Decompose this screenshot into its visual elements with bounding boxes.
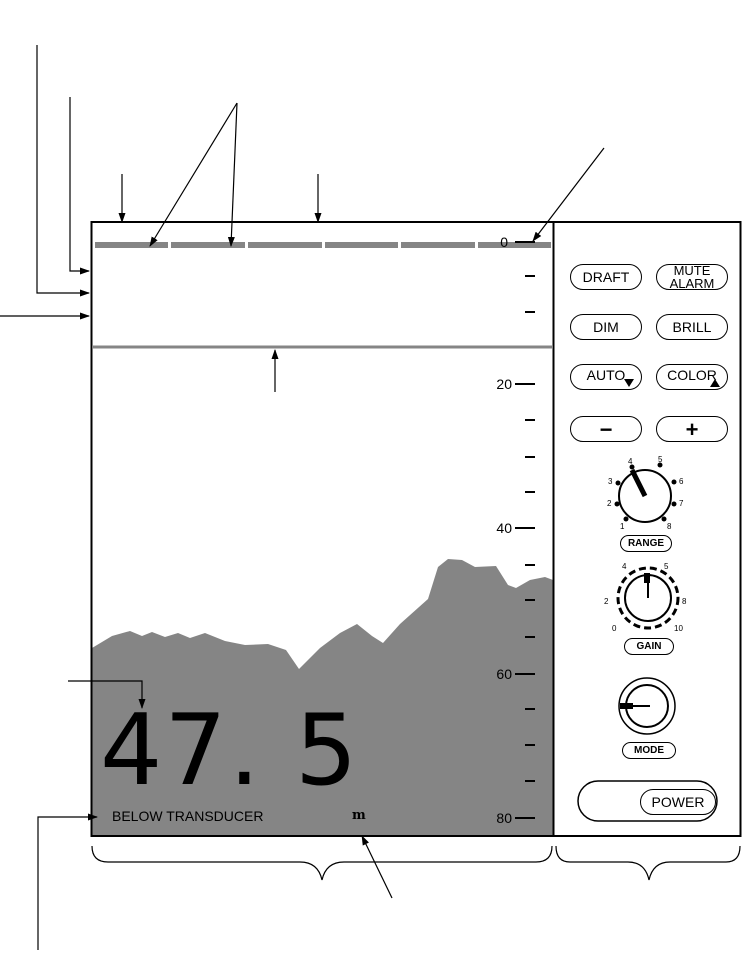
mute-alarm-label-1: MUTE [673,263,711,278]
gain-mark-10: 10 [674,624,683,633]
gain-mark-2: 2 [604,597,609,606]
brill-button-label: BRILL [672,318,712,335]
depth-unit: m [352,808,366,823]
gain-knob[interactable] [624,638,674,655]
dim-button[interactable] [570,314,642,340]
dim-button-label: DIM [593,318,619,335]
power-button[interactable] [640,789,716,815]
color-button-label: COLOR [667,366,717,383]
draft-button[interactable] [570,264,642,290]
scale-label-20: 20 [496,376,512,392]
mode-dial [619,678,675,734]
auto-button-label: AUTO [586,366,626,383]
plus-button[interactable] [656,416,728,442]
arrow-down-icon [624,379,634,387]
gain-mark-8: 8 [682,597,687,606]
auto-button[interactable] [570,364,642,390]
arrow-up-icon [710,379,720,387]
range-mark-3: 3 [608,477,613,486]
minus-icon: − [599,416,613,442]
range-mark-5: 5 [658,455,663,464]
minus-button[interactable] [570,416,642,442]
mute-alarm-label-2: ALARM [669,276,715,291]
scale-label-0: 0 [500,234,508,250]
mode-knob[interactable] [622,742,676,759]
scale-label-40: 40 [496,520,512,536]
gain-mark-5: 5 [664,562,669,571]
range-mark-8: 8 [667,522,672,531]
gain-dial [618,568,678,628]
range-mark-2: 2 [607,499,612,508]
color-button[interactable] [656,364,728,390]
range-mark-7: 7 [679,499,684,508]
draft-button-label: DRAFT [582,268,630,285]
scale-label-60: 60 [496,666,512,682]
braces [92,846,740,880]
range-mark-4: 4 [628,457,633,466]
brill-button[interactable] [656,314,728,340]
range-knob[interactable] [620,535,672,552]
range-dial [615,463,677,523]
power-button-label: POWER [651,793,705,810]
depth-readout: 47. 5 [100,694,360,808]
mute-alarm-button[interactable] [656,264,728,290]
depth-reference-label: BELOW TRANSDUCER [112,808,264,824]
mode-label: MODE [634,745,664,756]
plus-icon: + [685,416,699,442]
gain-mark-4: 4 [622,562,627,571]
gain-label: GAIN [636,641,662,652]
range-mark-1: 1 [620,522,625,531]
range-mark-6: 6 [679,477,684,486]
gain-mark-0: 0 [612,624,617,633]
scale-label-80: 80 [496,810,512,826]
range-label: RANGE [627,538,665,549]
